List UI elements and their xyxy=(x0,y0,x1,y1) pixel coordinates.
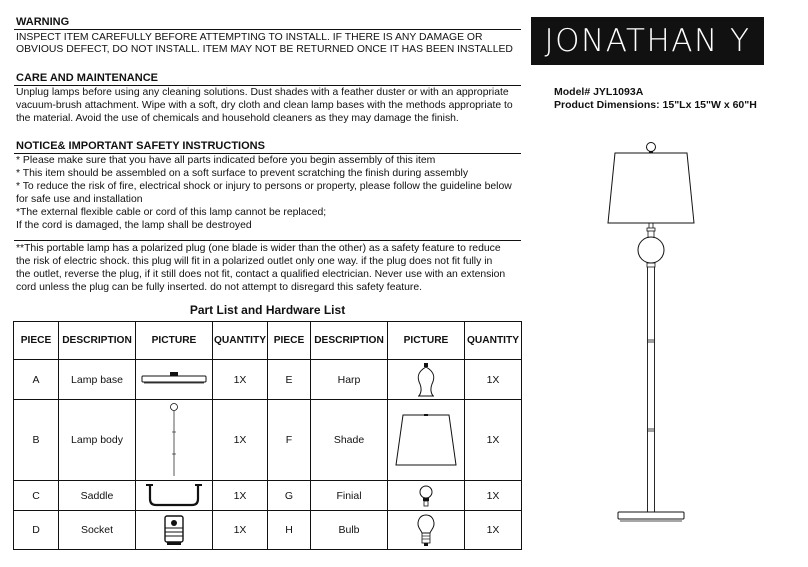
model-number: Model# JYL1093A xyxy=(554,86,644,98)
quantity-cell: 1X xyxy=(465,511,522,550)
quantity-cell: 1X xyxy=(465,400,522,481)
piece-cell: C xyxy=(14,481,59,511)
warning-line-2: OBVIOUS DEFECT, DO NOT INSTALL. ITEM MAY NOT BE RETURNED ONCE IT HAS BEEN INSTALLED xyxy=(16,44,513,55)
parts-title: Part List and Hardware List xyxy=(189,303,346,317)
saddle-icon xyxy=(146,483,202,509)
picture-cell xyxy=(136,511,213,550)
care-line-3: the material. Avoid the use of chemicals and household cleaners as they may damage the finish. xyxy=(16,113,459,124)
plug-line-2: the risk of electric shock. this plug will fit in a polarized outlet only one way. if the plug does not fit fully in xyxy=(16,256,493,267)
warning-line-1: INSPECT ITEM CAREFULLY BEFORE ATTEMPTING TO INSTALL. IF THERE IS ANY DAMAGE OR xyxy=(16,32,483,43)
divider xyxy=(14,240,521,241)
lamp-base-icon xyxy=(139,372,209,388)
piece-cell: D xyxy=(14,511,59,550)
warning-title: WARNING xyxy=(16,16,70,28)
piece-cell: H xyxy=(268,511,311,550)
notice-line-6: If the cord is damaged, the lamp shall be destroyed xyxy=(16,220,252,231)
header-piece: PIECE xyxy=(268,322,311,360)
piece-cell: A xyxy=(14,360,59,400)
description-cell: Harp xyxy=(311,360,388,400)
care-line-1: Unplug lamps before using any cleaning solutions. Dust shades with a feather duster or with an appropriate xyxy=(16,87,509,98)
lamp-body-icon xyxy=(167,402,181,478)
finial-icon xyxy=(418,485,434,507)
picture-cell xyxy=(136,400,213,481)
header-piece: PIECE xyxy=(14,322,59,360)
description-cell: Socket xyxy=(59,511,136,550)
picture-cell xyxy=(388,511,465,550)
harp-icon xyxy=(414,362,438,398)
header-quantity: QUANTITY xyxy=(213,322,268,360)
notice-line-5: *The external flexible cable or cord of this lamp cannot be replaced; xyxy=(16,207,327,218)
parts-table xyxy=(13,321,522,550)
header-description: DESCRIPTION xyxy=(59,322,136,360)
picture-cell xyxy=(388,400,465,481)
notice-line-3: * To reduce the risk of fire, electrical shock or injury to persons or property, please follow the guideline below xyxy=(16,181,512,192)
plug-line-1: **This portable lamp has a polarized plug (one blade is wider than the other) as a safety feature to reduce xyxy=(16,243,501,254)
piece-cell: B xyxy=(14,400,59,481)
table-row xyxy=(14,511,522,550)
header-quantity: QUANTITY xyxy=(465,322,522,360)
picture-cell xyxy=(136,360,213,400)
header-picture: PICTURE xyxy=(388,322,465,360)
divider xyxy=(14,29,521,30)
quantity-cell: 1X xyxy=(465,481,522,511)
plug-line-4: cord unless the plug can be fully inserted. do not attempt to disregard this safety feature. xyxy=(16,282,423,293)
header-description: DESCRIPTION xyxy=(311,322,388,360)
picture-cell xyxy=(388,481,465,511)
care-line-2: vacuum-brush attachment. Wipe with a soft, dry cloth and clean lamp bases with the methods appropriate to xyxy=(16,100,513,111)
table-row xyxy=(14,400,522,481)
description-cell: Lamp body xyxy=(59,400,136,481)
table-row xyxy=(14,481,522,511)
shade-icon xyxy=(391,411,461,469)
notice-title: NOTICE& IMPORTANT SAFETY INSTRUCTIONS xyxy=(16,140,265,152)
description-cell: Shade xyxy=(311,400,388,481)
description-cell: Lamp base xyxy=(59,360,136,400)
notice-line-4: for safe use and installation xyxy=(16,194,143,205)
piece-cell: F xyxy=(268,400,311,481)
description-cell: Saddle xyxy=(59,481,136,511)
notice-line-1: * Please make sure that you have all parts indicated before you begin assembly of this item xyxy=(16,155,436,166)
parts-header-row xyxy=(14,322,522,360)
quantity-cell: 1X xyxy=(213,400,268,481)
picture-cell xyxy=(136,481,213,511)
quantity-cell: 1X xyxy=(213,360,268,400)
product-dimensions: Product Dimensions: 15"Lx 15"W x 60"H xyxy=(554,99,757,111)
notice-line-2: * This item should be assembled on a soft surface to prevent scratching the finish during assembly xyxy=(16,168,469,179)
socket-icon xyxy=(163,514,185,546)
table-row xyxy=(14,360,522,400)
divider xyxy=(14,85,521,86)
quantity-cell: 1X xyxy=(465,360,522,400)
brand-logo: JONATHAN Y xyxy=(531,17,764,65)
floor-lamp-icon xyxy=(596,140,706,525)
picture-cell xyxy=(388,360,465,400)
quantity-cell: 1X xyxy=(213,511,268,550)
header-picture: PICTURE xyxy=(136,322,213,360)
plug-line-3: the outlet, reverse the plug, if it still does not fit, contact a qualified electrician. Never use with an extension xyxy=(16,269,506,280)
piece-cell: E xyxy=(268,360,311,400)
description-cell: Bulb xyxy=(311,511,388,550)
description-cell: Finial xyxy=(311,481,388,511)
bulb-icon xyxy=(416,513,436,547)
piece-cell: G xyxy=(268,481,311,511)
care-title: CARE AND MAINTENANCE xyxy=(16,72,158,84)
quantity-cell: 1X xyxy=(213,481,268,511)
divider xyxy=(14,153,521,154)
